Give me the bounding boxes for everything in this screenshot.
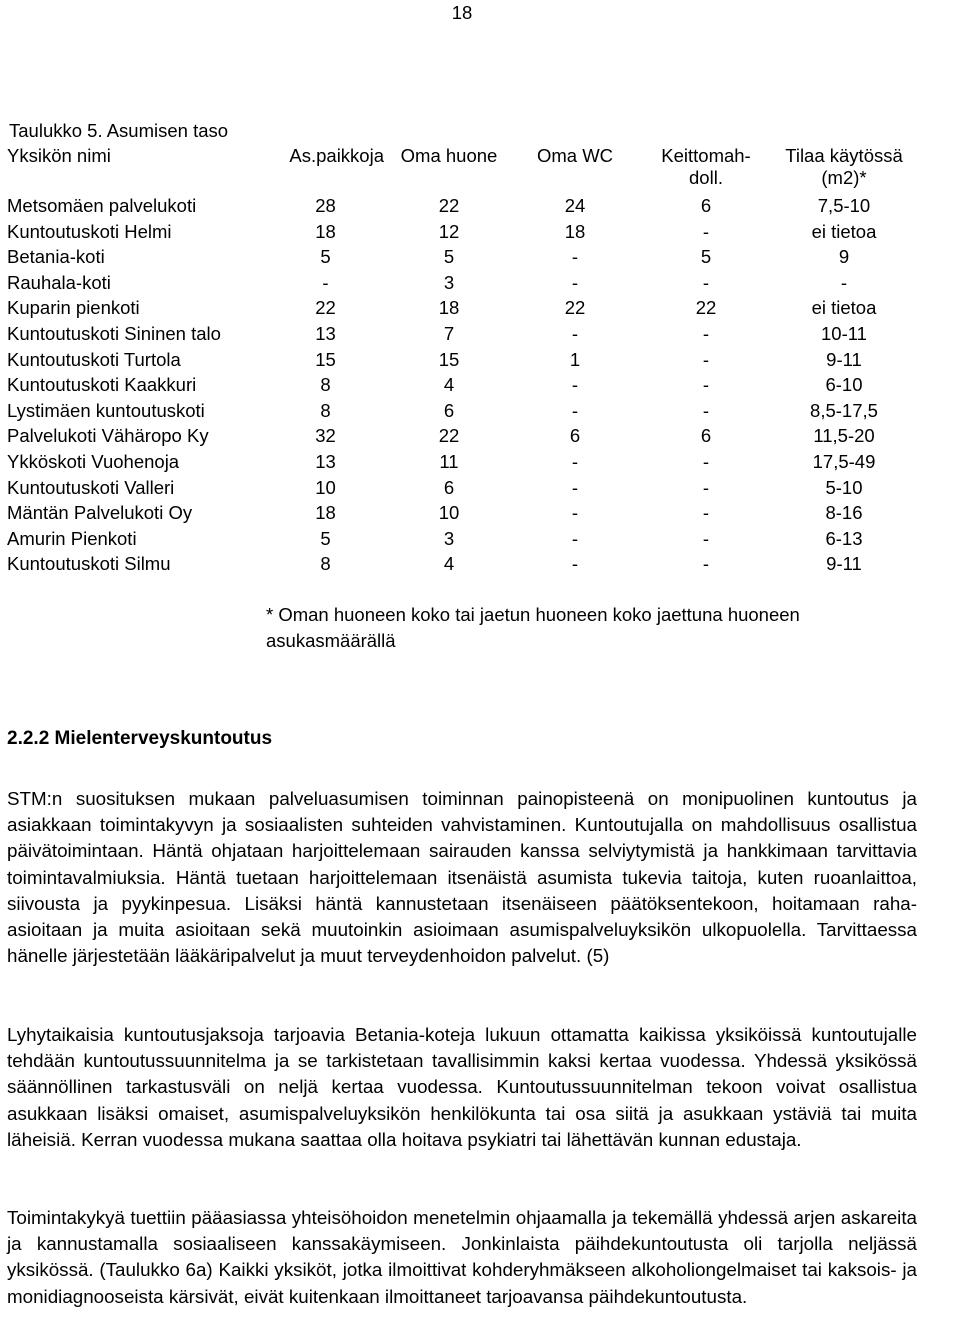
unit-name-cell: Kuntoutuskoti Sininen talo [7,322,221,344]
table-cell: 11,5-20 [813,425,875,447]
table-cell: 6 [443,476,455,498]
column-header: Yksikön nimi [7,145,111,166]
table-footnote: * Oman huoneen koko tai jaetun huoneen koko jaettuna huoneen asukasmäärällä [266,604,800,651]
table-row [7,398,912,424]
table-cell: 6 [569,425,581,447]
table-cell: - [571,271,579,293]
table-row [7,193,912,219]
unit-name-cell: Betania-koti [7,246,105,268]
table-cell: 4 [443,374,455,396]
table-cell: - [702,527,710,549]
table-cell: ei tietoa [811,220,877,242]
table-cell: 8,5-17,5 [810,399,878,421]
table-cell: 6-10 [825,374,863,396]
table-row [7,449,912,475]
table-row [7,219,912,245]
table-cell: - [571,476,579,498]
table-row [7,270,912,296]
table-cell: 10 [438,502,460,524]
table-cell: 22 [695,297,717,319]
residence-table [7,145,912,577]
table-cell: - [571,450,579,472]
table-cell: 6-13 [825,527,863,549]
table-row [7,475,912,501]
table-cell: 24 [564,195,586,216]
table-cell: - [702,553,710,575]
paragraph: STM:n suosituksen mukaan palveluasumisen toiminnan painopisteenä on monipuolinen kuntoutus ja asiakkaan toimintakyvyn ja sosiaalisten suhteiden vahvistaminen. Kuntoutujalla on mahdollisuus osallistua päivätoimintaan. Häntä ohjataan harjoittelemaan sairauden kanssa selviytymistä ja hankkimaan tarvittavia toimintavalmiuksia. Häntä tuetaan harjoittelemaan itsenäistä asumista tukevia taitoja, kuten ruoanlaittoa, siivousta ja pyykinpesua. Lisäksi häntä kannustetaan itsenäiseen päätöksentekoon, hoitamaan raha-asioitaan ja muita asioitaan sekä muutoinkin asioimaan asumispalveluyksikön ulkopuolella. Tarvittaessa hänelle järjestetään lääkäripalvelut ja muut terveydenhoidon palvelut. (5) [7,788,917,967]
unit-name-cell: Metsomäen palvelukoti [7,195,197,216]
table-cell: 5 [443,246,455,268]
table-row [7,551,912,577]
table-cell: 9 [838,246,850,268]
table-cell: - [702,322,710,344]
table-cell: 32 [315,425,336,447]
table-cell: 3 [443,527,455,549]
unit-name-cell: Kuntoutuskoti Helmi [7,220,172,242]
table-cell: - [702,502,710,524]
table-row [7,295,912,321]
table-cell: - [571,322,579,344]
table-cell: 22 [438,195,460,216]
page-number: 18 [451,2,473,23]
section-heading: 2.2.2 Mielenterveyskuntoutus [7,728,273,749]
table-cell: 4 [443,553,455,575]
table-cell: 13 [315,322,336,344]
table-cell: - [702,476,710,498]
table-cell: - [702,348,710,370]
unit-name-cell: Ykköskoti Vuohenoja [7,450,180,472]
table-cell: 15 [438,348,460,370]
unit-name-cell: Kuntoutuskoti Kaakkuri [7,374,197,396]
table-cell: 6 [443,399,455,421]
unit-name-cell: Kuntoutuskoti Turtola [7,348,181,370]
table-cell: 18 [438,297,460,319]
table-cell: ei tietoa [811,297,877,319]
table-cell: 7 [443,322,455,344]
table-cell: 10 [315,476,336,498]
table-cell: 7,5-10 [817,195,871,216]
table-cell: 5 [320,246,331,268]
unit-name-cell: Rauhala-koti [7,271,111,293]
table-caption: Taulukko 5. Asumisen taso [9,120,229,141]
table-cell: 8 [320,399,331,421]
table-cell: - [702,374,710,396]
table-cell: - [702,271,710,293]
table-cell: 9-11 [826,553,862,575]
table-cell: 10-11 [821,322,867,344]
paragraph: Lyhytaikaisia kuntoutusjaksoja tarjoavia Betania-koteja lukuun ottamatta kaikissa yksiköissä kuntoutujalle tehdään kuntoutussuunnitelma ja se tarkistetaan tavallisimmin kaksi kertaa vuodessa. Yhdessä yksikössä säännöllinen tarkastusväli on neljä kertaa vuodessa. Kuntoutussuunnitelman tekoon voivat osallistua asukkaan lisäksi omaiset, asumispalveluyksikön henkilökunta tai osa siitä ja asukkaan ystäviä tai muita läheisiä. Kerran vuodessa mukana saattaa olla hoitava psykiatri tai lähettävän kunnan edustaja. [7,1024,917,1150]
table-cell: - [571,399,579,421]
column-header: As.paikkoja [289,145,384,166]
table-cell: - [702,399,710,421]
table-cell: 5-10 [825,476,863,498]
table-header-row [7,145,912,193]
unit-name-cell: Mäntän Palvelukoti Oy [7,502,193,524]
table-row [7,321,912,347]
table-cell: - [571,246,579,268]
paragraph: Toimintakykyä tuettiin pääasiassa yhteisöhoidon menetelmin ohjaamalla ja tekemällä yhdessä arjen askareita ja kannustamalla sosiaaliseen kanssakäymiseen. Jonkinlaista päihdekuntoutusta oli tarjolla neljässä yksikössä. (Taulukko 6a) Kaikki yksiköt, jotka ilmoittivat kohderyhmäkseen alkoholiongelmaiset tai kaksois- ja monidiagnooseista kärsivät, eivät kuitenkaan ilmoittaneet tarjoavansa päihdekuntoutusta. [7,1207,917,1307]
table-cell: 22 [438,425,460,447]
table-cell: 8 [320,374,331,396]
table-cell: - [702,450,710,472]
table-cell: 5 [320,527,331,549]
table-cell: 18 [564,220,586,242]
column-header: Oma WC [536,145,614,166]
table-cell: - [702,220,710,242]
table-cell: 8-16 [825,502,863,524]
table-cell: 9-11 [826,348,862,370]
table-cell: - [571,374,579,396]
unit-name-cell: Amurin Pienkoti [7,527,137,549]
unit-name-cell: Palvelukoti Vähäropo Ky [7,425,209,447]
table-cell: 17,5-49 [812,450,876,472]
unit-name-cell: Lystimäen kuntoutuskoti [7,399,205,421]
table-cell: - [571,502,579,524]
table-row [7,526,912,552]
table-cell: 28 [315,195,336,216]
table-cell: 3 [443,271,455,293]
table-row [7,372,912,398]
table-cell: - [322,271,329,293]
table-body [7,193,912,577]
column-header: Tilaa käytössä (m2)* [785,145,903,188]
table-cell: 1 [569,348,581,370]
table-cell: 18 [315,220,336,242]
table-cell: 5 [700,246,712,268]
table-cell: 18 [315,502,336,524]
table-cell: 22 [315,297,336,319]
table-cell: 6 [700,195,712,216]
table-cell: 13 [315,450,336,472]
table-cell: 15 [315,348,336,370]
table-row [7,244,912,270]
table-cell: 11 [439,450,459,472]
unit-name-cell: Kuparin pienkoti [7,297,140,319]
table-cell: 8 [320,553,331,575]
table-cell: - [840,271,848,293]
table-cell: 6 [700,425,712,447]
table-cell: 22 [564,297,586,319]
table-cell: 12 [438,220,460,242]
column-header: Keittomah- doll. [661,145,751,188]
unit-name-cell: Kuntoutuskoti Valleri [7,476,175,498]
column-header: Oma huone [400,145,498,166]
unit-name-cell: Kuntoutuskoti Silmu [7,553,171,575]
table-cell: - [571,527,579,549]
table-row [7,500,912,526]
table-row [7,423,912,449]
table-cell: - [571,553,579,575]
table-row [7,347,912,373]
